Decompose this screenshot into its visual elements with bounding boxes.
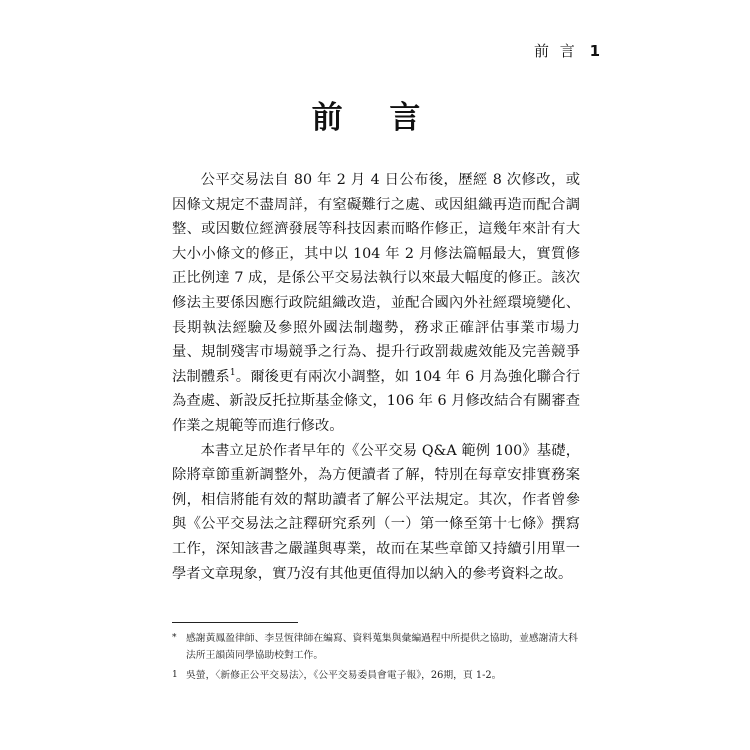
page-number: 1	[589, 42, 600, 60]
footnote-mark: *	[172, 633, 177, 643]
footnote-ref-1[interactable]: 1	[229, 367, 236, 378]
chapter-title: 前 言	[311, 100, 439, 136]
paragraph-1-text-b: 。爾後更有兩次小調整，如 104 年 6 月為強化聯合行為查處、新設反托拉斯基金條文，106 年 6 月修改結合有關審查作業之規範等而進行修改。	[172, 368, 581, 434]
footnote-mark: 1	[172, 670, 178, 680]
paragraph-1	[172, 168, 580, 439]
footnote-divider	[172, 622, 298, 623]
footnote-acknowledgement	[172, 630, 580, 664]
running-header	[534, 40, 600, 61]
body-text	[172, 168, 580, 586]
paragraph-2: 本書立足於作者早年的《公平交易 Q&A 範例 100》基礎，除將章節重新調整外，為方便讀者了解，特別在每章安排實務案例，相信將能有效的幫助讀者了解公平法規定。其次，作者曾參與《公平交易法之註釋研究系列（一）第一條至第十七條》撰寫工作，深知該書之嚴謹與專業，故而在某些章節又持續引用單一學者文章現象，實乃沒有其他更值得加以納入的參考資料之故。	[172, 442, 580, 582]
footnote-1	[172, 667, 580, 684]
footnote-text: 吳螢，〈新修正公平交易法〉，《公平交易委員會電子報》，26期，頁 1-2。	[186, 670, 502, 681]
footnotes	[172, 630, 580, 687]
paragraph-1-text-a: 公平交易法自 80 年 2 月 4 日公布後，歷經 8 次修改，或因條文規定不盡周詳，有窒礙難行之處、或因組織再造而配合調整、或因數位經濟發展等科技因素而略作修正，這幾年來計有大大小小條文的修正，其中以 104 年 2 月修法篇幅最大，實質修正比例達 7 成，是係公平交易法執行以來最大幅度的修正。該次修法主要係因應行政院組織改造，並配合國內外社經環境變化、長期執法經驗及參照外國法制趨勢，務求正確評估事業市場力量、規制殘害市場競爭之行為、提升行政罰裁處效能及完善競爭法制體系	[172, 172, 580, 385]
footnote-text: 感謝黃鳳盈律師、李昱恆律師在編寫、資料蒐集與彙編過程中所提供之協助，並感謝清大科法所王韻茵同學協助校對工作。	[186, 633, 578, 661]
running-title: 前 言	[534, 42, 578, 60]
